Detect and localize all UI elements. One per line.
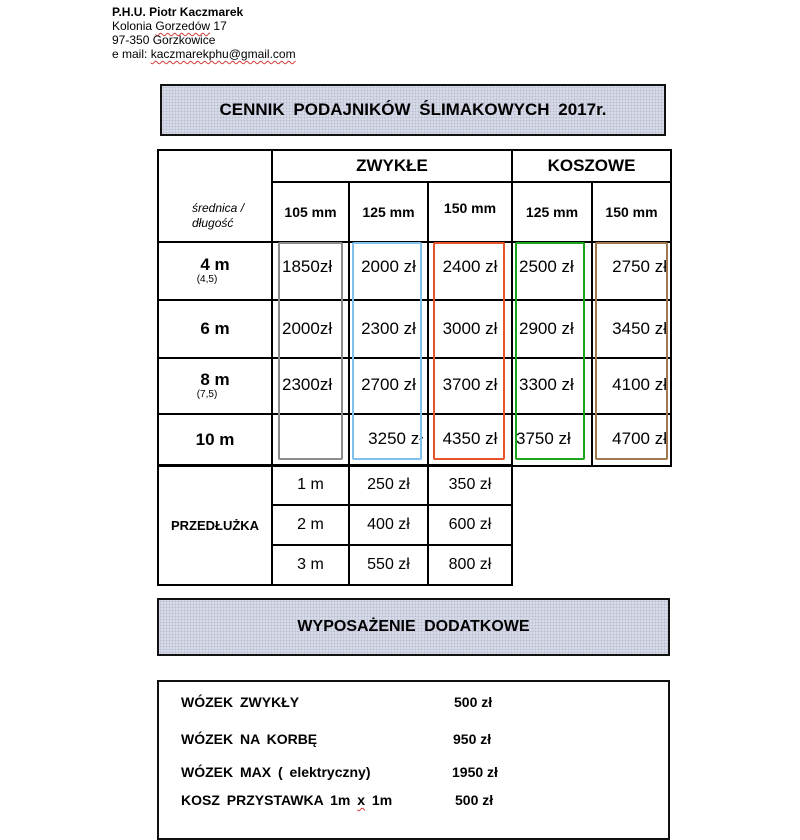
extension-price-125: 400 zł <box>349 505 428 545</box>
price-cell <box>272 414 349 466</box>
price-cell: 4100 zł <box>592 358 671 414</box>
table-corner: średnica / długość <box>158 150 272 242</box>
equipment-list <box>157 680 670 840</box>
equipment-name: WÓZEK NA KORBĘ <box>181 731 318 747</box>
price-cell: 3750 zł <box>512 414 592 466</box>
address-line-1: Kolonia Gorzedów 17 <box>112 19 227 33</box>
length-cell: 6 m <box>158 300 272 358</box>
equipment-price: 950 zł <box>453 731 492 747</box>
price-cell: 1850zł <box>272 242 349 300</box>
extension-length: 1 m <box>272 465 349 505</box>
price-cell: 3450 zł <box>592 300 671 358</box>
table-row <box>158 414 671 466</box>
equipment-name: WÓZEK MAX ( elektryczny) <box>181 764 371 780</box>
extension-price-150: 350 zł <box>428 465 512 505</box>
company-name: P.H.U. Piotr Kaczmarek <box>112 5 244 19</box>
email-address[interactable]: kaczmarekphu@gmail.com <box>150 47 296 61</box>
price-cell: 2900 zł <box>512 300 592 358</box>
price-cell: 2500 zł <box>512 242 592 300</box>
diameter-header: 105 mm <box>272 182 349 242</box>
equipment-price: 500 zł <box>454 694 493 710</box>
extension-label: PRZEDŁUŻKA <box>158 465 272 585</box>
price-table <box>157 149 672 467</box>
price-cell: 4350 zł <box>428 414 512 466</box>
group-header-koszowe: KOSZOWE <box>512 150 671 182</box>
length-cell: 10 m <box>158 414 272 466</box>
price-cell: 2300zł <box>272 358 349 414</box>
extension-table <box>157 464 513 586</box>
diameter-header: 150 mm <box>428 182 512 242</box>
extension-price-150: 800 zł <box>428 545 512 585</box>
equipment-price: 1950 zł <box>452 764 498 780</box>
price-cell: 3250 zł <box>349 414 428 466</box>
length-cell: 4 m (4,5) <box>158 242 272 300</box>
group-header-zwykle: ZWYKŁE <box>272 150 512 182</box>
price-cell: 2000 zł <box>349 242 428 300</box>
table-row <box>158 358 671 414</box>
price-cell: 2000zł <box>272 300 349 358</box>
extension-price-150: 600 zł <box>428 505 512 545</box>
price-cell: 3300 zł <box>512 358 592 414</box>
length-cell: 8 m (7,5) <box>158 358 272 414</box>
extension-length: 3 m <box>272 545 349 585</box>
equipment-price: 500 zł <box>455 792 494 808</box>
table-row <box>158 300 671 358</box>
table-row <box>158 242 671 300</box>
price-cell: 3000 zł <box>428 300 512 358</box>
price-cell: 2750 zł <box>592 242 671 300</box>
price-cell: 2700 zł <box>349 358 428 414</box>
equipment-title: WYPOSAŻENIE DODATKOWE <box>157 598 670 656</box>
extension-length: 2 m <box>272 505 349 545</box>
extension-price-125: 250 zł <box>349 465 428 505</box>
price-cell: 3700 zł <box>428 358 512 414</box>
table-row <box>158 465 512 505</box>
diameter-header: 150 mm <box>592 182 671 242</box>
email-line: e mail: kaczmarekphu@gmail.com <box>112 47 296 61</box>
company-header <box>112 5 296 61</box>
price-cell: 2400 zł <box>428 242 512 300</box>
extension-price-125: 550 zł <box>349 545 428 585</box>
diameter-header: 125 mm <box>512 182 592 242</box>
price-list-title: CENNIK PODAJNIKÓW ŚLIMAKOWYCH 2017r. <box>160 84 666 136</box>
equipment-name: WÓZEK ZWYKŁY <box>181 694 300 710</box>
diameter-header: 125 mm <box>349 182 428 242</box>
price-cell: 2300 zł <box>349 300 428 358</box>
address-line-2: 97-350 Gorzkowice <box>112 33 216 47</box>
equipment-name: KOSZ PRZYSTAWKA 1m x 1m <box>181 792 393 808</box>
price-cell: 4700 zł <box>592 414 671 466</box>
